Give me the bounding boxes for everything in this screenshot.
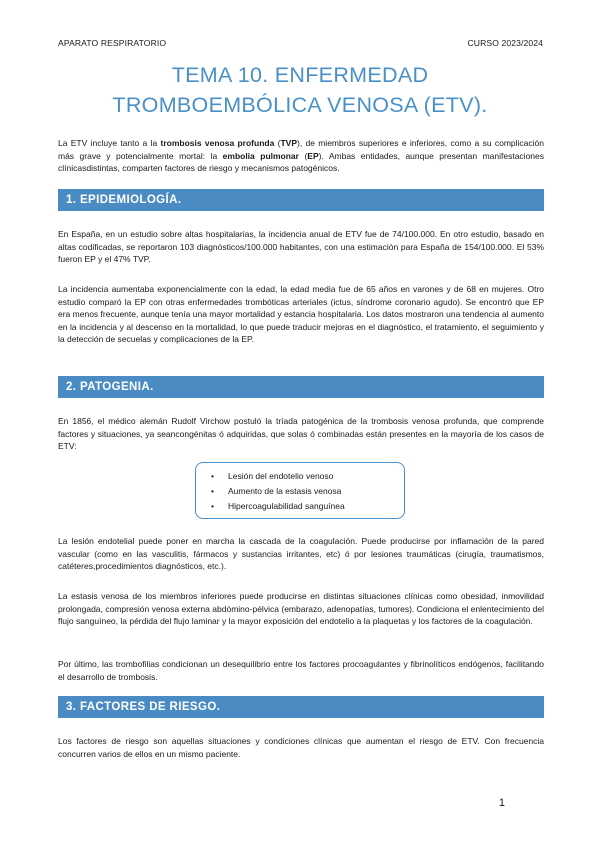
title-line-2: TROMBOEMBÓLICA VENOSA (ETV). bbox=[112, 93, 488, 117]
page-number: 1 bbox=[498, 797, 505, 809]
header-course: CURSO 2023/2024 bbox=[467, 38, 543, 48]
section-heading-patogenia: 2. PATOGENIA. bbox=[58, 376, 544, 398]
intro-abbr-ep: EP bbox=[307, 150, 319, 161]
virchow-triad-list bbox=[208, 469, 404, 513]
epidemiologia-paragraph-2: La incidencia aumentaba exponencialmente con la edad, la edad media fue de 65 años en varones y de 68 en mujeres. Otro estudio comparó la EP con otras enfermedades trombóticas arteriales (ictus, síndrome coronario agudo). Se encontró que EP era menos frecuente, aunque tenía una mayor mortalidad y estancia hospitalaria. Los datos mostraron una tendencia al aumento en la incidencia y al descenso en la mortalidad, lo que puede traducir mejoras en el diagnóstico, el tratamiento, el seguimiento y la detección de secuelas y complicaciones de la EP. bbox=[58, 284, 544, 345]
intro-text-5: ). Ambas entidades, aunque presentan manifestaciones clínicasdistintas, comparten factores de riesgo y mecanismos patogénicos. bbox=[58, 150, 544, 174]
intro-text-4: ( bbox=[298, 150, 308, 161]
intro-paragraph bbox=[58, 137, 544, 175]
intro-abbr-tvp: TVP bbox=[280, 138, 297, 148]
patogenia-paragraph-4: Por último, las trombofilias condicionan un desequilibrio entre los factores procoagulantes y fibrinolíticos endógenos, facilitando el desarrollo de trombosis. bbox=[58, 659, 544, 682]
patogenia-paragraph-2: La lesión endotelial puede poner en marcha la cascada de la coagulación. Puede producirse por inflamación de la pared vascular (como en las vasculitis, fármacos y sustancias irritantes, etc) ó por lesiones traumáticas (cirugía, traumatismos, catéteres,procedimientos diagnósticos, etc.). bbox=[58, 536, 544, 572]
intro-text-2: ( bbox=[274, 138, 281, 148]
intro-term-tvp: trombosis venosa profunda bbox=[160, 138, 275, 148]
section-heading-factores-riesgo: 3. FACTORES DE RIESGO. bbox=[58, 696, 544, 718]
bullet-icon: • bbox=[211, 471, 214, 481]
intro-text-3: ), de miembros superiores e inferiores, como a su complicación más grave y potencialmente mortal: la bbox=[58, 138, 544, 161]
list-item bbox=[208, 469, 404, 484]
triad-item-text: Lesión del endotelio venoso bbox=[228, 471, 334, 481]
section-heading-epidemiologia: 1. EPIDEMIOLOGÍA. bbox=[58, 189, 544, 211]
factores-paragraph-1: Los factores de riesgo son aquellas situaciones y condiciones clínicas que aumentan el riesgo de ETV. Con frecuencia concurren varios de ellos en un mismo paciente. bbox=[58, 736, 544, 759]
epidemiologia-paragraph-1: En España, en un estudio sobre altas hospitalarias, la incidencia anual de ETV fue de 74/100.000. En otro estudio, basado en altas codificadas, se reportaron 103 diagnósticos/100.000 habitantes, con una estimación para España de 154/100.000. El 53% fueron EP y el 47% TVP. bbox=[58, 229, 544, 265]
header-subject: APARATO RESPIRATORIO bbox=[58, 38, 167, 48]
list-item bbox=[208, 484, 404, 499]
triad-item-text: Hipercoagulabilidad sanguínea bbox=[228, 500, 345, 511]
page-title bbox=[0, 60, 600, 120]
bullet-icon: • bbox=[211, 500, 214, 511]
virchow-triad-box bbox=[195, 462, 405, 519]
intro-text-1: La ETV incluye tanto a la bbox=[58, 138, 161, 148]
list-item bbox=[208, 499, 404, 514]
patogenia-paragraph-3: La estasis venosa de los miembros inferiores puede producirse en distintas situaciones clínicas como obesidad, inmovilidad prolongada, compresión venosa externa abdómino-pélvica (embarazo, adenopatías, tumores). Condiciona el enlentecimiento del flujo sanguíneo, la pérdida del flujo laminar y la mayor exposición del endotelio a la plaquetas y los factores de la coagulación. bbox=[58, 591, 544, 627]
page-header bbox=[58, 38, 543, 48]
bullet-icon: • bbox=[211, 485, 214, 496]
title-line-1: TEMA 10. ENFERMEDAD bbox=[171, 63, 429, 87]
patogenia-paragraph-1: En 1856, el médico alemán Rudolf Virchow postuló la tríada patogénica de la trombosis venosa profunda, que comprende factores y situaciones, ya seancongénitas ó adquiridas, que solas ó combinadas están presentes en la mayoría de los casos de ETV: bbox=[58, 416, 544, 452]
triad-item-text: Aumento de la estasis venosa bbox=[228, 485, 342, 496]
intro-term-ep: embolia pulmonar bbox=[222, 150, 299, 161]
